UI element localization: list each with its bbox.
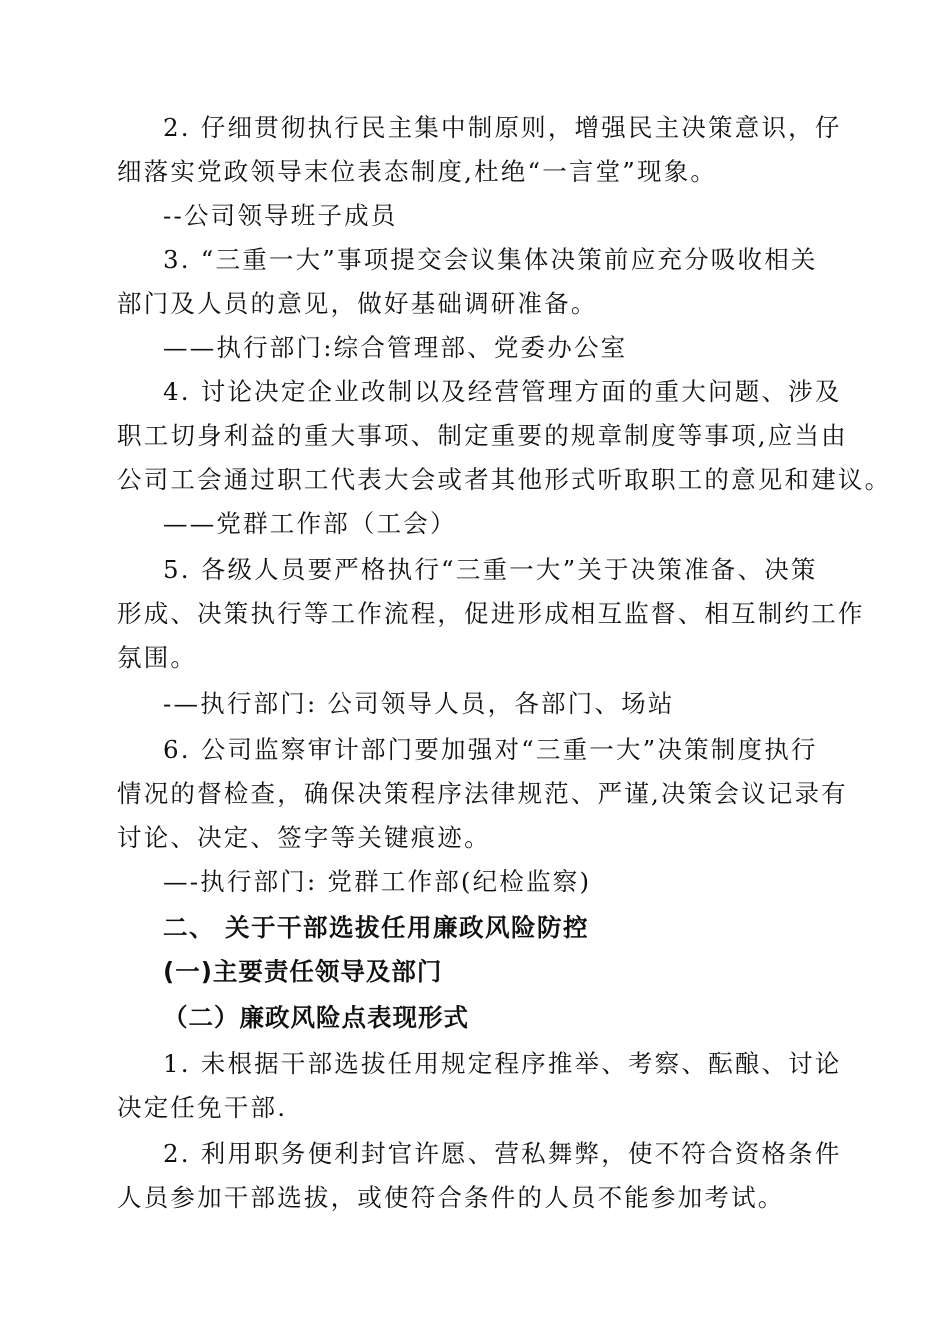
paragraph-line: 人员参加干部选拔，或使符合条件的人员不能参加考试。 — [117, 1183, 785, 1212]
paragraph-line: 3. “三重一大”事项提交会议集体决策前应充分吸收相关 — [163, 245, 818, 274]
paragraph-line: 2. 利用职务便利封官许愿、营私舞弊，使不符合资格条件 — [163, 1139, 842, 1168]
paragraph-line: 部门及人员的意见，做好基础调研准备。 — [117, 289, 598, 318]
paragraph-line: 5. 各级人员要严格执行“三重一大”关于决策准备、决策 — [163, 555, 818, 584]
paragraph-line: 职工切身利益的重大事项、制定重要的规章制度等事项,应当由 — [117, 421, 848, 450]
paragraph-line: 1. 未根据干部选拔任用规定程序推举、考察、酝酿、讨论 — [163, 1049, 842, 1078]
paragraph-line: 公司工会通过职工代表大会或者其他形式听取职工的意见和建议。 — [117, 465, 892, 494]
paragraph-line: 形成、决策执行等工作流程，促进形成相互监督、相互制约工作 — [117, 599, 865, 628]
paragraph-line: 决定任免干部. — [117, 1093, 288, 1122]
subsection-heading: (一)主要责任领导及部门 — [163, 957, 443, 986]
section-heading: 二、 关于干部选拔任用廉政风险防控 — [163, 913, 590, 942]
paragraph-line: 讨论、决定、签字等关键痕迹。 — [117, 823, 491, 852]
paragraph-line: 氛围。 — [117, 643, 198, 672]
paragraph-line: 情况的督检查，确保决策程序法律规范、严谨,决策会议记录有 — [117, 779, 848, 808]
paragraph-line: 2. 仔细贯彻执行民主集中制原则，增强民主决策意识，仔 — [163, 113, 842, 142]
responsible-line: ——执行部门:综合管理部、党委办公室 — [163, 333, 628, 362]
paragraph-line: 细落实党政领导末位表态制度,杜绝“一言堂”现象。 — [117, 157, 718, 186]
subsection-heading: （二）廉政风险点表现形式 — [163, 1003, 469, 1032]
responsible-line: ——党群工作部（工会） — [163, 509, 457, 538]
responsible-line: --公司领导班子成员 — [163, 201, 398, 230]
responsible-line: —-执行部门: 党群工作部(纪检监察) — [163, 867, 592, 896]
responsible-line: -—执行部门: 公司领导人员，各部门、场站 — [163, 689, 675, 718]
paragraph-line: 6. 公司监察审计部门要加强对“三重一大”决策制度执行 — [163, 735, 818, 764]
paragraph-line: 4. 讨论决定企业改制以及经营管理方面的重大问题、涉及 — [163, 377, 842, 406]
